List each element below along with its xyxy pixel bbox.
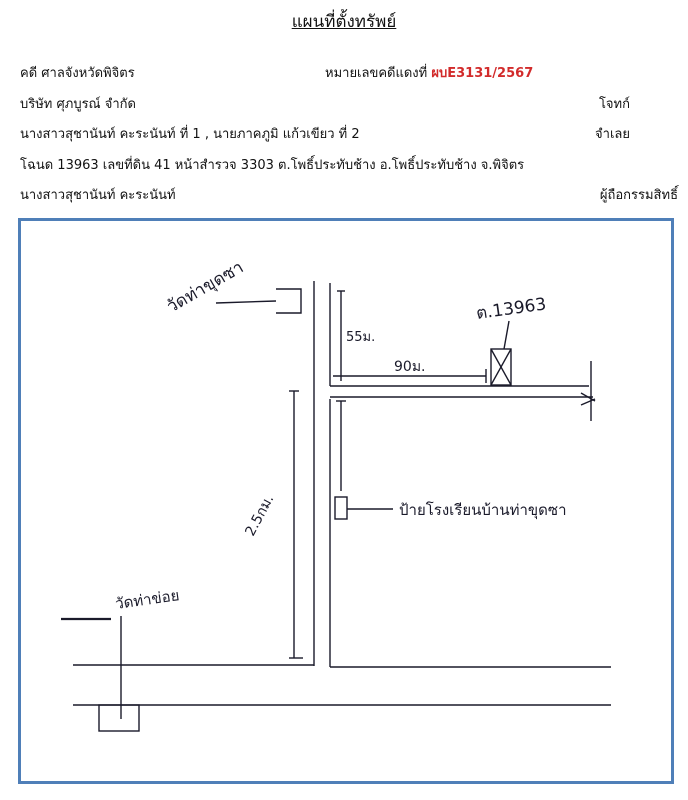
page-title: แผนที่ตั้งทรัพย์	[291, 12, 397, 32]
case-number-value: ผบE3131/2567	[431, 66, 534, 81]
case-number-label: หมายเลขคดีแดงที่	[325, 66, 428, 81]
defendants-row	[20, 123, 678, 144]
dist-25km-label: 2.5กม.	[242, 492, 278, 539]
deed-row	[20, 154, 678, 175]
defendants-names: นางสาวสุชานันท์ คะระนันท์ ที่ 1 , นายภาคภูมิ แก้วเขียว ที่ 2	[20, 127, 360, 142]
plaintiff-row	[20, 93, 678, 114]
court-label: คดี ศาลจังหวัดพิจิตร	[20, 66, 135, 81]
owner-name: นางสาวสุชานันท์ คะระนันท์	[20, 188, 176, 203]
owner-role: ผู้ถือกรรมสิทธิ์	[599, 188, 678, 203]
defendants-role: จำเลย	[595, 127, 630, 142]
dist-55-label: 55ม.	[346, 330, 376, 345]
deed-info: โฉนด 13963 เลขที่ดิน 41 หน้าสำรวจ 3303 ต.โพธิ์ประทับช้าง อ.โพธิ์ประทับช้าง จ.พิจิตร	[20, 158, 525, 173]
case-number	[325, 62, 533, 83]
temple-top-label: วัดท่าขุดซา	[163, 257, 248, 318]
plot-label: ต.13963	[474, 294, 548, 324]
plot-pointer	[504, 321, 509, 349]
temple-top-pointer	[216, 301, 276, 303]
owner-row	[20, 184, 678, 205]
map-frame	[18, 218, 674, 784]
road-end-arrow-2	[581, 399, 595, 405]
school-sign-label: ป้ายโรงเรียนบ้านท่าขุดซา	[399, 501, 567, 519]
temple-bottom-label: วัดท่าข่อย	[114, 586, 181, 613]
location-map	[21, 221, 671, 781]
temple-top-marker	[276, 289, 301, 313]
plaintiff-name: บริษัท ศุภบูรณ์ จำกัด	[20, 97, 136, 112]
dist-90-label: 90ม.	[394, 359, 426, 375]
school-sign-marker	[335, 497, 347, 519]
temple-bottom-marker	[99, 705, 139, 731]
court-row	[20, 62, 678, 83]
plaintiff-role: โจทก์	[598, 97, 630, 112]
